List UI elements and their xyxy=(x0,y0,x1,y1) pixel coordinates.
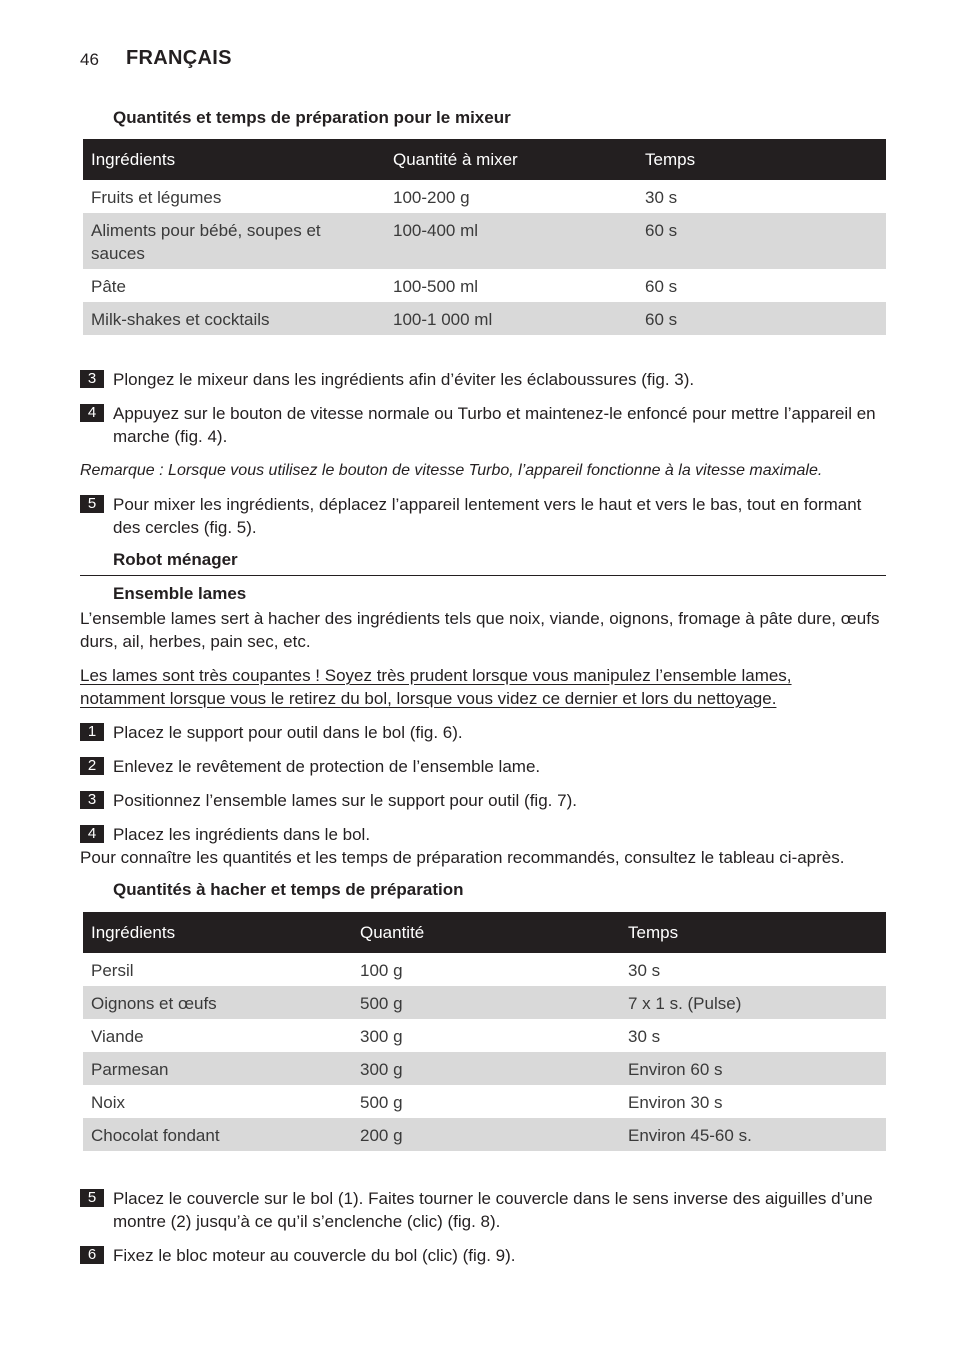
table-cell: 100-1 000 ml xyxy=(385,302,637,335)
language-heading: FRANÇAIS xyxy=(126,47,232,69)
step-number: 4 xyxy=(80,404,104,422)
page-number: 46 xyxy=(80,50,99,69)
table-cell: Fruits et légumes xyxy=(91,188,222,207)
table-cell: 7 x 1 s. (Pulse) xyxy=(620,986,886,1019)
step-text: Placez le support pour outil dans le bol (fig. 6). xyxy=(113,723,463,742)
column-header: Ingrédients xyxy=(83,912,352,953)
table-row xyxy=(83,986,886,1019)
instruction-step xyxy=(80,789,888,812)
instruction-step xyxy=(80,493,888,539)
step-number: 5 xyxy=(80,495,104,513)
step-text: Positionnez l’ensemble lames sur le support pour outil (fig. 7). xyxy=(113,791,577,810)
step-number: 5 xyxy=(80,1189,104,1207)
section-heading: Robot ménager xyxy=(113,550,238,569)
chopping-table-title: Quantités à hacher et temps de préparation xyxy=(113,880,464,899)
table-cell: 200 g xyxy=(352,1118,620,1151)
step-text: Pour mixer les ingrédients, déplacez l’appareil lentement vers le haut et vers le bas, tout en formant des cercles (fig. 5). xyxy=(113,495,862,537)
table-cell: 100 g xyxy=(360,961,403,980)
table-row xyxy=(83,1085,886,1118)
step-number: 6 xyxy=(80,1246,104,1264)
step-text: Enlevez le revêtement de protection de l’ensemble lame. xyxy=(113,757,541,776)
step-number: 2 xyxy=(80,757,104,775)
instruction-step xyxy=(80,823,888,846)
table-header-row xyxy=(83,139,886,180)
instruction-step xyxy=(80,721,888,744)
section-divider xyxy=(80,575,886,576)
table-cell: 60 s xyxy=(645,277,678,296)
table-header-row xyxy=(83,912,886,953)
step-text: Placez les ingrédients dans le bol. xyxy=(113,825,371,844)
table-row xyxy=(83,213,886,269)
table-cell: Pâte xyxy=(91,277,126,296)
table-row xyxy=(83,1118,886,1151)
table-cell: Aliments pour bébé, soupes et sauces xyxy=(83,213,385,269)
table-cell: 60 s xyxy=(637,302,886,335)
table-row xyxy=(83,1052,886,1085)
step-number: 3 xyxy=(80,370,104,388)
table-cell: 60 s xyxy=(637,213,886,269)
table-cell: 500 g xyxy=(352,986,620,1019)
step-text: Plongez le mixeur dans les ingrédients afin d’éviter les éclaboussures (fig. 3). xyxy=(113,370,695,389)
table-cell: Environ 30 s xyxy=(628,1093,723,1112)
table-cell: 100-200 g xyxy=(393,188,470,207)
table-cell: Persil xyxy=(91,961,134,980)
table-row xyxy=(83,180,886,213)
table-cell: 500 g xyxy=(360,1093,403,1112)
table-cell: Environ 60 s xyxy=(620,1052,886,1085)
instruction-step xyxy=(80,368,888,391)
step-text: Fixez le bloc moteur au couvercle du bol (clic) (fig. 9). xyxy=(113,1246,516,1265)
table-cell: Chocolat fondant xyxy=(83,1118,352,1151)
table-cell: Oignons et œufs xyxy=(83,986,352,1019)
step-text: Placez le couvercle sur le bol (1). Faites tourner le couvercle dans le sens inverse des aiguilles d’une montre (2) jusqu’à ce qu’il s’enclenche (clic) (fig. 8). xyxy=(113,1189,873,1231)
table-cell: Viande xyxy=(91,1027,144,1046)
table-reference-text: Pour connaître les quantités et les temps de préparation recommandés, consultez le tableau ci-après. xyxy=(80,848,845,867)
mixer-quantities-table xyxy=(83,139,886,335)
table-cell: Milk-shakes et cocktails xyxy=(83,302,385,335)
instruction-step xyxy=(80,1187,888,1233)
column-header: Ingrédients xyxy=(83,139,385,180)
table-cell: 100-400 ml xyxy=(385,213,637,269)
chopping-quantities-table xyxy=(83,912,886,1151)
instruction-step xyxy=(80,402,888,448)
table-cell: 30 s xyxy=(628,1027,661,1046)
mixer-table-title: Quantités et temps de préparation pour le mixeur xyxy=(113,108,511,127)
warning-text: Les lames sont très coupantes ! Soyez très prudent lorsque vous manipulez l’ensemble lames, notamment lorsque vous le retirez du bol, lorsque vous videz ce dernier et lors du nettoyage. xyxy=(80,666,792,708)
step-number: 3 xyxy=(80,791,104,809)
intro-paragraph: L’ensemble lames sert à hacher des ingrédients tels que noix, viande, oignons, fromage à pâte dure, œufs durs, ail, herbes, pain sec, etc. xyxy=(80,609,880,651)
subsection-heading: Ensemble lames xyxy=(113,584,247,603)
column-header: Quantité à mixer xyxy=(385,139,637,180)
instruction-step xyxy=(80,1244,888,1267)
table-cell: 300 g xyxy=(360,1027,403,1046)
table-cell: Noix xyxy=(91,1093,126,1112)
table-cell: 30 s xyxy=(645,188,678,207)
table-row xyxy=(83,1019,886,1052)
instruction-step xyxy=(80,755,888,778)
table-row xyxy=(83,302,886,335)
table-cell: Parmesan xyxy=(83,1052,352,1085)
table-cell: 100-500 ml xyxy=(393,277,479,296)
step-number: 1 xyxy=(80,723,104,741)
table-row xyxy=(83,269,886,302)
note-text: Remarque : Lorsque vous utilisez le bouton de vitesse Turbo, l’appareil fonctionne à la vitesse maximale. xyxy=(80,462,823,479)
step-text: Appuyez sur le bouton de vitesse normale ou Turbo et maintenez-le enfoncé pour mettre l’appareil en marche (fig. 4). xyxy=(113,404,876,446)
step-number: 4 xyxy=(80,825,104,843)
table-cell: 30 s xyxy=(628,961,661,980)
table-cell: 300 g xyxy=(352,1052,620,1085)
table-cell: Environ 45-60 s. xyxy=(620,1118,886,1151)
column-header: Temps xyxy=(620,912,886,953)
table-row xyxy=(83,953,886,986)
column-header: Temps xyxy=(637,139,886,180)
column-header: Quantité xyxy=(352,912,620,953)
